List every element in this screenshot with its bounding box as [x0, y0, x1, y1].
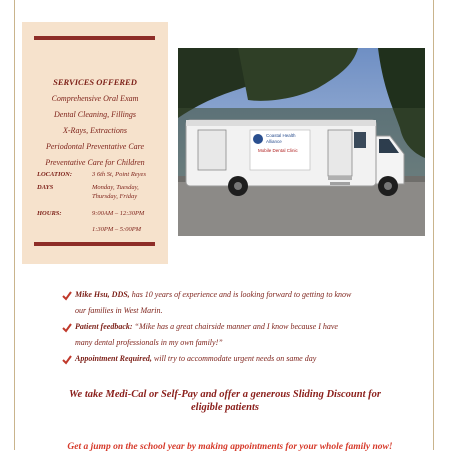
- van-steps: [328, 176, 352, 180]
- clinic-logo-icon: [253, 134, 263, 144]
- footer-callout: Get a jump on the school year by making appointments for your whole family now!: [67, 442, 393, 452]
- service-item: Periodontal Preventative Care: [45, 142, 145, 151]
- logo-text-3: Mobile Dental Clinic: [258, 148, 298, 153]
- days-value-1: Monday, Tuesday,: [92, 184, 139, 191]
- service-item: Preventative Care for Children: [45, 158, 145, 167]
- service-item: Dental Cleaning, Fillings: [54, 110, 136, 119]
- check-icon: [62, 323, 72, 333]
- bullet-feedback-cont: many dental professionals in my own family!”: [75, 338, 223, 347]
- check-icon: [62, 355, 72, 365]
- location-value: 3 6th St, Point Reyes: [92, 171, 146, 178]
- van-window: [354, 132, 366, 148]
- top-divider-bar: [34, 36, 155, 40]
- bullet-appointment: [75, 350, 415, 368]
- hours-value-2: 1:30PM – 5:00PM: [92, 226, 142, 233]
- mobile-clinic-photo: [178, 48, 425, 236]
- offer-line-1: We take Medi-Cal or Self-Pay and offer a generous Sliding Discount for: [69, 389, 381, 400]
- days-value-2: Thursday, Friday: [92, 193, 138, 200]
- van-rear-door: [328, 130, 352, 176]
- bullet-appointment-strong: Appointment Required,: [75, 354, 152, 363]
- service-item: X-Rays, Extractions: [63, 126, 127, 135]
- van-side-door: [198, 130, 226, 170]
- logo-text-2: Alliance: [266, 139, 282, 144]
- van-hub-front: [384, 182, 392, 190]
- logo-text-1: Coastal Health: [266, 133, 296, 138]
- check-icon: [62, 291, 72, 301]
- days-label: DAYS: [37, 184, 54, 191]
- bullet-appointment-text: will try to accommodate urgent needs on same day: [151, 354, 317, 363]
- van-hub-rear: [234, 182, 242, 190]
- services-title: SERVICES OFFERED: [53, 77, 137, 87]
- offer-line-2: eligible patients: [191, 402, 259, 413]
- services-box: [22, 22, 168, 264]
- bullet-bio-strong: Mike Hsu, DDS,: [75, 290, 130, 299]
- location-label: LOCATION:: [37, 171, 73, 178]
- van-steps-lower: [330, 182, 350, 185]
- service-item: Comprehensive Oral Exam: [51, 94, 139, 103]
- bullet-bio-cont: our families in West Marin.: [75, 306, 163, 315]
- bullet-bio-text: has 10 years of experience and is looking forward to getting to know: [129, 290, 352, 299]
- bottom-divider-bar: [34, 242, 155, 246]
- bullet-feedback-text: “Mike has a great chairside manner and I know because I have: [132, 322, 338, 331]
- bullet-feedback-strong: Patient feedback:: [75, 322, 133, 331]
- hours-value-1: 9:00AM – 12:30PM: [92, 210, 145, 217]
- hours-label: HOURS:: [37, 210, 62, 217]
- van-roof: [186, 120, 376, 126]
